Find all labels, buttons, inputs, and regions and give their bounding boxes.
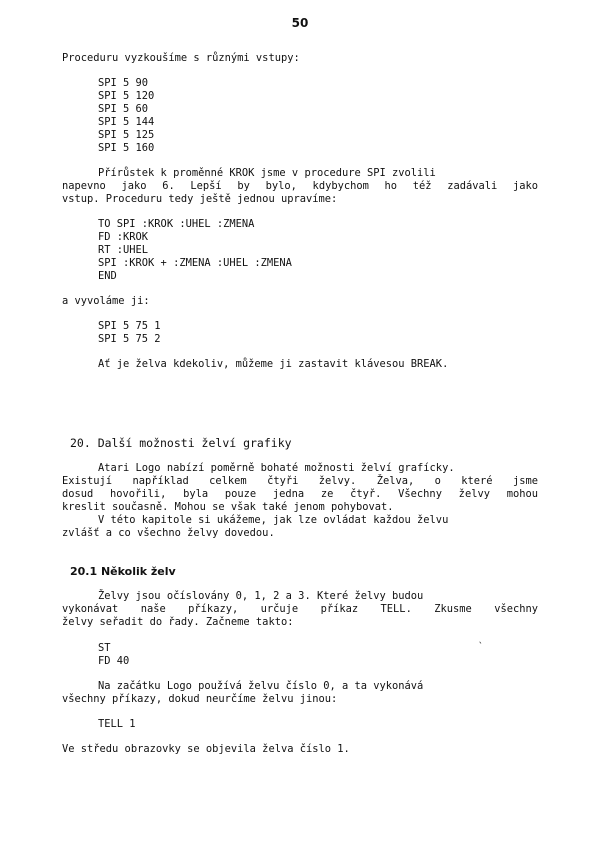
code-line: FD :KROK	[98, 231, 149, 243]
code-line: SPI :KROK + :ZMENA :UHEL :ZMENA	[98, 257, 292, 269]
text-line: vstup. Proceduru tedy ještě jednou upravíme:	[62, 193, 338, 205]
section-heading: 20. Další možnosti želví grafiky	[70, 436, 292, 450]
text-line: Na začátku Logo používá želvu číslo 0, a ta vykonává	[98, 680, 424, 692]
text-line: vykonávat naše příkazy, určuje příkaz TELL. Zkusme všechny	[62, 603, 538, 615]
code-line: SPI 5 90	[98, 77, 149, 89]
text-line: Želvy jsou očíslovány 0, 1, 2 a 3. Které želvy budou	[98, 590, 424, 602]
code-line: SPI 5 60	[98, 103, 149, 115]
code-line: RT :UHEL	[98, 244, 149, 256]
code-line: SPI 5 75 2	[98, 333, 161, 345]
text-line: Atari Logo nabízí poměrně bohaté možnosti želví grafícky.	[98, 462, 455, 474]
code-line: TO SPI :KROK :UHEL :ZMENA	[98, 218, 255, 230]
code-line: ST	[98, 642, 111, 654]
subsection-heading: 20.1 Několik želv	[70, 565, 176, 578]
code-line: SPI 5 75 1	[98, 320, 161, 332]
intro-line: Proceduru vyzkoušíme s různými vstupy:	[62, 52, 300, 64]
page-number: 50	[291, 16, 309, 30]
text-line: všechny příkazy, dokud neurčíme želvu jinou:	[62, 693, 338, 705]
text-line: kreslit současně. Mohou se však také jenom pohybovat.	[62, 501, 394, 513]
text-line: V této kapitole si ukážeme, jak lze ovládat každou želvu	[98, 514, 449, 526]
text-line: Existují například celkem čtyři želvy. Želva, o které jsme	[62, 475, 538, 487]
code-line: SPI 5 120	[98, 90, 155, 102]
code-line: SPI 5 144	[98, 116, 155, 128]
text-line: zvlášť a co všechno želvy dovedou.	[62, 527, 275, 539]
break-note: Ať je želva kdekoliv, můžeme ji zastavit klávesou BREAK.	[98, 358, 449, 370]
final-line: Ve středu obrazovky se objevila želva číslo 1.	[62, 743, 350, 755]
tell-line: TELL 1	[98, 718, 136, 730]
code-line: END	[98, 270, 117, 282]
text-line: Přírůstek k proměnné KROK jsme v procedure SPI zvolili	[98, 167, 436, 179]
stray-mark: `	[478, 642, 484, 652]
text-line: želvy seřadit do řady. Začneme takto:	[62, 616, 294, 628]
code-line: SPI 5 160	[98, 142, 155, 154]
code-line: FD 40	[98, 655, 130, 667]
text-line: dosud hovořili, byla pouze jedna ze čtyř. Všechny želvy mohou	[62, 488, 538, 500]
code-line: SPI 5 125	[98, 129, 155, 141]
text-line: napevno jako 6. Lepší by bylo, kdybychom ho též zadávali jako	[62, 180, 538, 192]
call-intro: a vyvoláme ji:	[62, 295, 150, 307]
